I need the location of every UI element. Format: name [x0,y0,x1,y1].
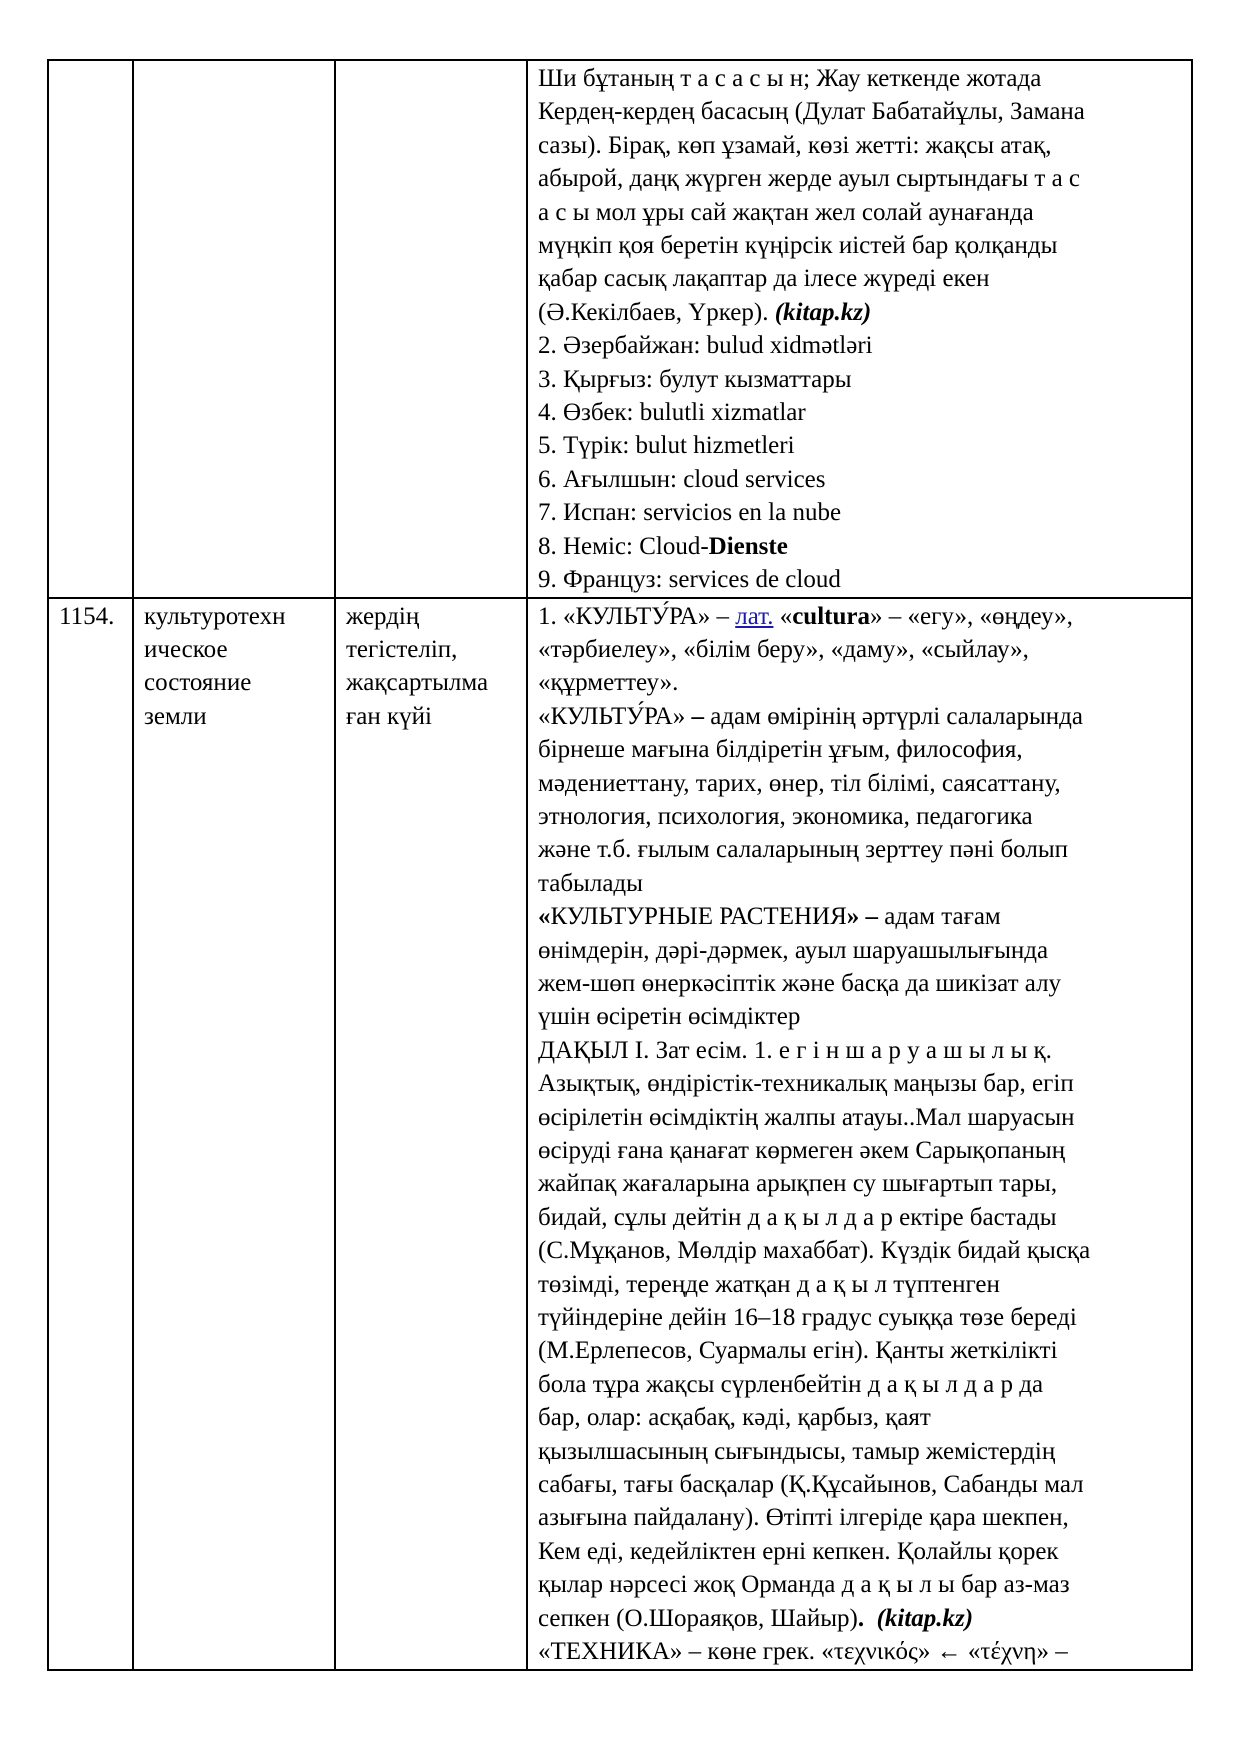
definition-line: бидай, сұлы дейтін д а қ ы л д а р ектіре бастады [538,1203,1057,1231]
translation-line: 5. Түрік: bulut hizmetleri [538,432,795,460]
table-row [48,598,1192,1670]
quote-mark: » [846,903,860,931]
definition-line: жайпақ жағаларына арықпен су шығартып тары, [538,1170,1058,1198]
definition-line: ДАҚЫЛ I. Зат есім. 1. е г і н ш а р у а ш ы л ы қ. [538,1036,1052,1064]
definition-line: үшін өсіретін өсімдіктер [538,1003,801,1031]
translation-line: 4. Өзбек: bulutli xizmatlar [538,399,806,427]
definition-cell [527,598,1192,1670]
quote-citation: сепкен (О.Шораяқов, Шайыр) [538,1604,858,1632]
quote-line: мүңкіп қоя беретін күңірсік иістей бар қолқанды [538,232,1058,260]
dash: – [691,702,704,730]
quote-line: қабар сасық лақаптар да ілесе жүреді екен [538,265,990,293]
definition-line: бола тұра жақсы сүрленбейтін д а қ ы л д а р да [538,1370,1044,1398]
definition-line: азығына пайдалану). Өтіпті ілгеріде қара шекпен, [538,1504,1069,1532]
definition-line [538,600,1181,633]
term-line: культуротехн [144,602,286,630]
source-label: (kitap.kz) [774,298,872,326]
term-line: ическое [144,635,228,663]
quote-line: Ши бұтаның т а с а с ы н; Жау кеткенде жотада [538,65,1042,92]
definition-line: және т.б. ғылым салаларының зерттеу пәні болып [538,836,1068,864]
definition-line: (М.Ерлепесов, Суармалы егін). Қанты жеткілікті [538,1337,1058,1365]
kazakh-term-cell [335,598,527,1670]
term-heading: КУЛЬТУРНЫЕ РАСТЕНИЯ [550,903,847,931]
quote-citation: (Ә.Кекілбаев, Үркер). [538,298,775,326]
russian-term-cell [133,60,335,598]
term-line: состояние [144,669,252,697]
translation-line: 6. Ағылшын: cloud services [538,465,826,493]
source-label: (kitap.kz) [876,1604,974,1632]
russian-term-cell [133,598,335,1670]
quote-line: а с ы мол ұры сай жақтан жел солай аунағанда [538,198,1034,226]
definition-cell [527,60,1192,598]
latin-link[interactable]: лат. [735,602,774,630]
translation-line: 2. Әзербайжан: bulud xidmətləri [538,332,873,360]
definition-line: этнология, психология, экономика, педагогика [538,802,1033,830]
quote-mark: « [538,903,551,931]
definition-line: өнімдерін, дәрі-дәрмек, ауыл шаруашылығында [538,936,1049,964]
term-line: жақсартылма [346,669,489,697]
latin-word: cultura [792,602,870,630]
definition-line: Азықтық, өндірістік-техникалық маңызы бар, егіп [538,1070,1074,1098]
term-line: ған күйі [346,702,432,730]
quote-line: сазы). Бірақ, көп ұзамай, көзі жетті: жақсы атақ, [538,131,1052,159]
definition-line [538,900,1181,933]
definition-line: «құрметтеу». [538,669,679,697]
definition-line: табылады [538,869,643,897]
translation-prefix: 8. Неміс: Cloud- [538,532,709,560]
definition-text: адам өмірінің әртүрлі салаларында [703,702,1083,730]
term-line: тегістеліп, [346,635,458,663]
definition-line: өсірілетін өсімдіктің жалпы атауы..Мал шаруасын [538,1103,1075,1131]
translation-line [538,530,1181,563]
translation-bold-word: Dienste [708,532,788,560]
definition-line: төзімді, тереңде жатқан д а қ ы л түптенген [538,1270,1000,1298]
entry-number-cell [48,60,133,598]
definition-line [538,1602,1181,1635]
quote-line: абырой, даңқ жүрген жерде ауыл сыртындағы т а с [538,165,1081,193]
table-row [48,60,1192,598]
meaning-text: » – «егу», «өңдеу», [869,602,1073,630]
definition-line: Кем еді, кедейліктен ерні кепкен. Қолайлы қорек [538,1537,1059,1565]
definition-line: қызылшасының сығындысы, тамыр жемістердің [538,1437,1056,1465]
definition-line: бар, олар: асқабақ, кәді, қарбыз, қаят [538,1404,931,1432]
definition-line: өсіруді ғана қанағат көрмеген әкем Сарықопаның [538,1137,1066,1164]
quote-open: « [773,602,793,630]
definition-line: бірнеше мағына білдіретін ұғым, философия, [538,736,1023,764]
definition-line: түйіндеріне дейін 16–18 градус суыққа төзе береді [538,1304,1077,1332]
definition-line: жем-шөп өнеркәсіптік және басқа да шикізат алу [538,969,1062,997]
definition-line: мәдениеттану, тарих, өнер, тіл білімі, саясаттану, [538,769,1061,797]
kazakh-term-cell [335,60,527,598]
term-line: жердің [346,602,420,630]
definition-line [538,700,1181,733]
term-heading: «КУЛЬТУ́РА» [538,702,692,730]
definition-text: адам тағам [878,903,1001,931]
entry-number-cell: 1154. [48,598,133,1670]
definition-line: (С.Мұқанов, Мөлдір махаббат). Күздік бидай қысқа [538,1237,1091,1265]
quote-line: Кердең-кердең басасың (Дулат Бабатайұлы, Замана [538,98,1085,126]
dictionary-table [47,59,1193,1671]
period: . [857,1604,865,1632]
quote-line [538,296,1181,329]
definition-line: «тәрбиелеу», «білім беру», «даму», «сыйлау», [538,635,1029,663]
translation-line: 9. Француз: services de cloud [538,566,841,594]
term-heading: 1. «КУЛЬТУ́РА» – [538,602,736,630]
dash: – [859,903,879,931]
definition-line: «ТЕХНИКА» – көне грек. «τεχνικός» ← «τέχνη» – [538,1638,1068,1666]
definition-line: қылар нәрсесі жоқ Орманда д а қ ы л ы бар аз-маз [538,1571,1070,1599]
translation-line: 7. Испан: servicios en la nube [538,499,842,527]
term-line: земли [144,702,207,730]
definition-line: сабағы, тағы басқалар (Қ.Құсайынов, Сабанды мал [538,1471,1084,1499]
translation-line: 3. Қырғыз: булут кызматтары [538,365,852,393]
